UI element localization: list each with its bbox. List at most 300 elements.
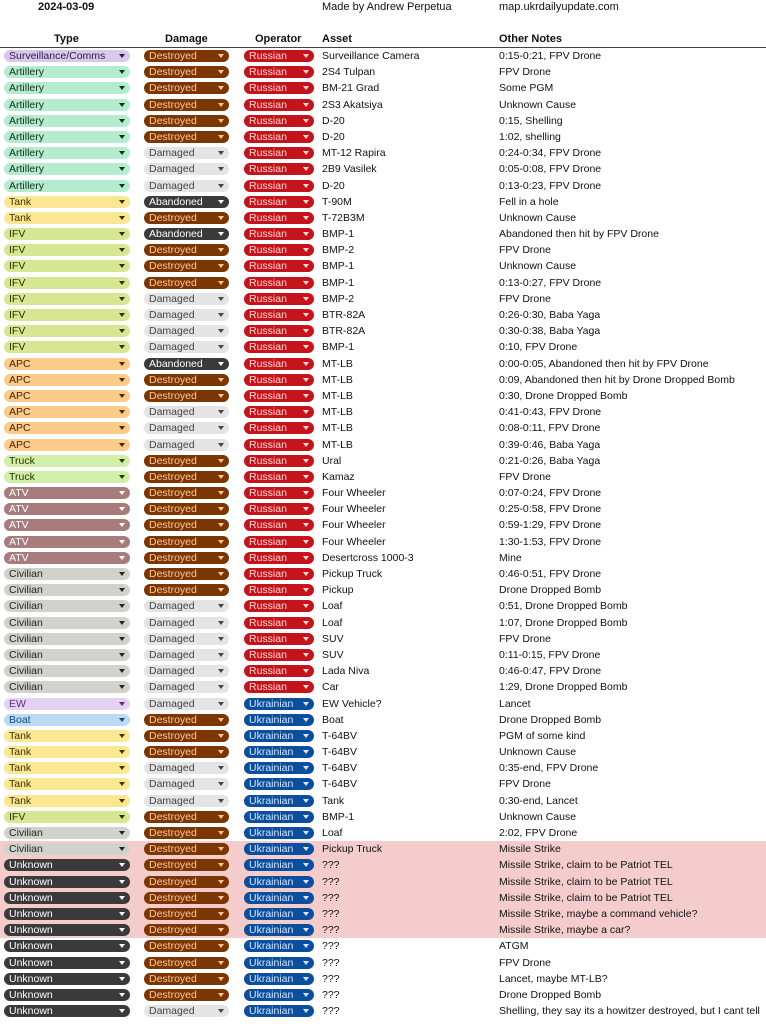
damage-dropdown[interactable]	[144, 358, 229, 370]
damage-dropdown[interactable]	[144, 277, 229, 289]
damage-dropdown[interactable]	[144, 568, 229, 580]
operator-dropdown-label: Ukrainian	[249, 940, 294, 953]
type-dropdown[interactable]	[4, 439, 130, 451]
type-dropdown[interactable]	[4, 649, 130, 661]
damage-dropdown[interactable]	[144, 617, 229, 629]
asset-cell: 2B9 Vasilek	[322, 163, 377, 176]
damage-dropdown[interactable]	[144, 66, 229, 78]
damage-dropdown[interactable]	[144, 212, 229, 224]
asset-cell: BMP-1	[322, 810, 355, 823]
operator-dropdown[interactable]	[244, 827, 314, 839]
operator-dropdown[interactable]	[244, 1005, 314, 1017]
type-dropdown[interactable]	[4, 325, 130, 337]
notes-cell: FPV Drone	[499, 632, 551, 645]
asset-cell: ???	[322, 972, 340, 985]
type-dropdown[interactable]	[4, 196, 130, 208]
damage-dropdown-label: Damaged	[149, 147, 195, 160]
damage-dropdown[interactable]	[144, 584, 229, 596]
damage-dropdown[interactable]	[144, 973, 229, 985]
operator-dropdown[interactable]	[244, 843, 314, 855]
dropdown-arrow-icon	[218, 410, 224, 414]
operator-dropdown-label: Russian	[249, 82, 287, 95]
operator-dropdown-label: Russian	[249, 147, 287, 160]
damage-dropdown[interactable]	[144, 244, 229, 256]
type-dropdown[interactable]	[4, 730, 130, 742]
type-dropdown[interactable]	[4, 455, 130, 467]
dropdown-arrow-icon	[218, 264, 224, 268]
type-dropdown[interactable]	[4, 536, 130, 548]
dropdown-arrow-icon	[119, 264, 125, 268]
type-dropdown[interactable]	[4, 82, 130, 94]
dropdown-arrow-icon	[119, 604, 125, 608]
dropdown-arrow-icon	[303, 556, 309, 560]
damage-dropdown[interactable]	[144, 633, 229, 645]
operator-dropdown[interactable]	[244, 147, 314, 159]
operator-dropdown[interactable]	[244, 228, 314, 240]
dropdown-arrow-icon	[119, 766, 125, 770]
type-dropdown[interactable]	[4, 892, 130, 904]
operator-dropdown[interactable]	[244, 212, 314, 224]
damage-dropdown-label: Destroyed	[149, 972, 197, 985]
type-dropdown-label: ATV	[9, 503, 29, 516]
type-dropdown-label: Unknown	[9, 891, 53, 904]
type-dropdown[interactable]	[4, 99, 130, 111]
type-dropdown[interactable]	[4, 503, 130, 515]
dropdown-arrow-icon	[119, 362, 125, 366]
damage-dropdown[interactable]	[144, 892, 229, 904]
type-dropdown[interactable]	[4, 908, 130, 920]
type-dropdown[interactable]	[4, 406, 130, 418]
damage-dropdown[interactable]	[144, 503, 229, 515]
table-row	[0, 841, 766, 857]
operator-dropdown[interactable]	[244, 940, 314, 952]
asset-cell: MT-LB	[322, 389, 353, 402]
type-dropdown[interactable]	[4, 115, 130, 127]
asset-cell: T-64BV	[322, 762, 358, 775]
damage-dropdown[interactable]	[144, 859, 229, 871]
operator-dropdown[interactable]	[244, 552, 314, 564]
type-dropdown[interactable]	[4, 131, 130, 143]
table-row	[0, 922, 766, 938]
damage-dropdown[interactable]	[144, 487, 229, 499]
type-dropdown[interactable]	[4, 795, 130, 807]
asset-cell: ???	[322, 875, 340, 888]
operator-dropdown[interactable]	[244, 293, 314, 305]
operator-dropdown[interactable]	[244, 439, 314, 451]
type-dropdown[interactable]	[4, 552, 130, 564]
type-dropdown[interactable]	[4, 859, 130, 871]
operator-dropdown[interactable]	[244, 778, 314, 790]
dropdown-arrow-icon	[303, 912, 309, 916]
damage-dropdown[interactable]	[144, 1005, 229, 1017]
damage-dropdown[interactable]	[144, 714, 229, 726]
damage-dropdown[interactable]	[144, 180, 229, 192]
type-dropdown[interactable]	[4, 843, 130, 855]
operator-dropdown[interactable]	[244, 973, 314, 985]
type-dropdown[interactable]	[4, 876, 130, 888]
damage-dropdown-label: Destroyed	[149, 568, 197, 580]
dropdown-arrow-icon	[303, 702, 309, 706]
damage-dropdown[interactable]	[144, 390, 229, 402]
dropdown-arrow-icon	[218, 928, 224, 932]
damage-dropdown[interactable]	[144, 341, 229, 353]
damage-dropdown-label: Damaged	[149, 325, 195, 338]
operator-dropdown[interactable]	[244, 66, 314, 78]
operator-dropdown[interactable]	[244, 244, 314, 256]
damage-dropdown[interactable]	[144, 471, 229, 483]
type-dropdown[interactable]	[4, 374, 130, 386]
operator-dropdown[interactable]	[244, 50, 314, 62]
operator-dropdown[interactable]	[244, 277, 314, 289]
type-dropdown[interactable]	[4, 358, 130, 370]
damage-dropdown-label: Destroyed	[149, 924, 197, 937]
damage-dropdown[interactable]	[144, 196, 229, 208]
type-dropdown[interactable]	[4, 940, 130, 952]
type-dropdown[interactable]	[4, 519, 130, 531]
dropdown-arrow-icon	[218, 880, 224, 884]
type-dropdown[interactable]	[4, 584, 130, 596]
damage-dropdown-label: Destroyed	[149, 244, 197, 257]
type-dropdown[interactable]	[4, 471, 130, 483]
operator-dropdown[interactable]	[244, 698, 314, 710]
damage-dropdown-label: Destroyed	[149, 389, 197, 402]
damage-dropdown[interactable]	[144, 795, 229, 807]
operator-dropdown[interactable]	[244, 714, 314, 726]
type-dropdown[interactable]	[4, 698, 130, 710]
operator-dropdown[interactable]	[244, 196, 314, 208]
type-dropdown[interactable]	[4, 827, 130, 839]
type-dropdown[interactable]	[4, 277, 130, 289]
operator-dropdown[interactable]	[244, 600, 314, 612]
damage-dropdown-label: Destroyed	[149, 82, 197, 95]
operator-dropdown[interactable]	[244, 568, 314, 580]
asset-cell: D-20	[322, 114, 345, 127]
damage-dropdown[interactable]	[144, 908, 229, 920]
type-dropdown[interactable]	[4, 147, 130, 159]
dropdown-arrow-icon	[303, 734, 309, 738]
dropdown-arrow-icon	[303, 572, 309, 576]
operator-dropdown[interactable]	[244, 957, 314, 969]
operator-dropdown[interactable]	[244, 519, 314, 531]
table-row	[0, 307, 766, 323]
notes-cell: Fell in a hole	[499, 195, 559, 208]
damage-dropdown[interactable]	[144, 536, 229, 548]
type-dropdown-label: Unknown	[9, 907, 53, 920]
asset-cell: Desertcross 1000-3	[322, 551, 414, 564]
operator-dropdown[interactable]	[244, 989, 314, 1001]
operator-dropdown[interactable]	[244, 681, 314, 693]
operator-dropdown[interactable]	[244, 762, 314, 774]
damage-dropdown[interactable]	[144, 293, 229, 305]
dropdown-arrow-icon	[303, 766, 309, 770]
damage-dropdown[interactable]	[144, 422, 229, 434]
operator-dropdown[interactable]	[244, 471, 314, 483]
operator-dropdown[interactable]	[244, 358, 314, 370]
type-dropdown[interactable]	[4, 309, 130, 321]
damage-dropdown[interactable]	[144, 519, 229, 531]
operator-dropdown[interactable]	[244, 795, 314, 807]
type-dropdown-label: IFV	[9, 276, 26, 289]
dropdown-arrow-icon	[303, 345, 309, 349]
notes-cell: 0:09, Abandoned then hit by Drone Dropped Bomb	[499, 373, 735, 386]
dropdown-arrow-icon	[303, 685, 309, 689]
operator-dropdown[interactable]	[244, 536, 314, 548]
dropdown-arrow-icon	[218, 815, 224, 819]
dropdown-arrow-icon	[303, 459, 309, 463]
type-dropdown[interactable]	[4, 617, 130, 629]
type-dropdown[interactable]	[4, 341, 130, 353]
notes-cell: FPV Drone	[499, 470, 551, 483]
dropdown-arrow-icon	[218, 426, 224, 430]
dropdown-arrow-icon	[303, 944, 309, 948]
operator-dropdown[interactable]	[244, 487, 314, 499]
operator-dropdown[interactable]	[244, 503, 314, 515]
damage-dropdown[interactable]	[144, 260, 229, 272]
damage-dropdown[interactable]	[144, 681, 229, 693]
operator-dropdown[interactable]	[244, 859, 314, 871]
operator-dropdown[interactable]	[244, 665, 314, 677]
damage-dropdown[interactable]	[144, 147, 229, 159]
type-dropdown[interactable]	[4, 244, 130, 256]
notes-cell: Unknown Cause	[499, 98, 577, 111]
type-dropdown[interactable]	[4, 260, 130, 272]
type-dropdown[interactable]	[4, 390, 130, 402]
report-date: 2024-03-09	[38, 1, 95, 13]
dropdown-arrow-icon	[218, 167, 224, 171]
damage-dropdown[interactable]	[144, 163, 229, 175]
operator-dropdown[interactable]	[244, 390, 314, 402]
dropdown-arrow-icon	[119, 475, 125, 479]
dropdown-arrow-icon	[119, 944, 125, 948]
type-dropdown[interactable]	[4, 778, 130, 790]
dropdown-arrow-icon	[303, 378, 309, 382]
damage-dropdown[interactable]	[144, 827, 229, 839]
type-dropdown[interactable]	[4, 762, 130, 774]
type-dropdown[interactable]	[4, 989, 130, 1001]
type-dropdown[interactable]	[4, 50, 130, 62]
type-dropdown[interactable]	[4, 66, 130, 78]
notes-cell: 0:30-0:38, Baba Yaga	[499, 325, 601, 338]
type-dropdown[interactable]	[4, 811, 130, 823]
type-dropdown[interactable]	[4, 568, 130, 580]
column-header-operator: Operator	[255, 33, 302, 45]
type-dropdown[interactable]	[4, 212, 130, 224]
notes-cell: Unknown Cause	[499, 211, 577, 224]
operator-dropdown[interactable]	[244, 180, 314, 192]
damage-dropdown[interactable]	[144, 730, 229, 742]
type-dropdown[interactable]	[4, 973, 130, 985]
damage-dropdown[interactable]	[144, 762, 229, 774]
dropdown-arrow-icon	[218, 184, 224, 188]
table-row	[0, 728, 766, 744]
damage-dropdown[interactable]	[144, 439, 229, 451]
table-row	[0, 793, 766, 809]
operator-dropdown[interactable]	[244, 455, 314, 467]
operator-dropdown[interactable]	[244, 260, 314, 272]
dropdown-arrow-icon	[218, 912, 224, 916]
damage-dropdown-label: Damaged	[149, 616, 195, 629]
dropdown-arrow-icon	[218, 378, 224, 382]
operator-dropdown-label: Ukrainian	[249, 762, 294, 775]
operator-dropdown[interactable]	[244, 746, 314, 758]
type-dropdown-label: Civilian	[9, 827, 43, 839]
damage-dropdown[interactable]	[144, 50, 229, 62]
type-dropdown-label: Truck	[9, 470, 35, 483]
type-dropdown-label: Civilian	[9, 665, 43, 678]
damage-dropdown-label: Destroyed	[149, 98, 197, 111]
operator-dropdown[interactable]	[244, 163, 314, 175]
dropdown-arrow-icon	[119, 151, 125, 155]
damage-dropdown[interactable]	[144, 115, 229, 127]
operator-dropdown-label: Russian	[249, 130, 287, 143]
damage-dropdown[interactable]	[144, 876, 229, 888]
damage-dropdown[interactable]	[144, 131, 229, 143]
type-dropdown-label: ATV	[9, 551, 29, 564]
operator-dropdown[interactable]	[244, 730, 314, 742]
damage-dropdown[interactable]	[144, 778, 229, 790]
damage-dropdown[interactable]	[144, 455, 229, 467]
dropdown-arrow-icon	[303, 54, 309, 58]
operator-dropdown[interactable]	[244, 131, 314, 143]
damage-dropdown[interactable]	[144, 989, 229, 1001]
operator-dropdown[interactable]	[244, 99, 314, 111]
type-dropdown-label: Truck	[9, 454, 35, 467]
damage-dropdown[interactable]	[144, 665, 229, 677]
damage-dropdown-label: Damaged	[149, 778, 195, 791]
notes-cell: 0:41-0:43, FPV Drone	[499, 406, 602, 419]
damage-dropdown[interactable]	[144, 811, 229, 823]
operator-dropdown[interactable]	[244, 115, 314, 127]
operator-dropdown[interactable]	[244, 309, 314, 321]
asset-cell: BTR-82A	[322, 325, 366, 338]
dropdown-arrow-icon	[218, 782, 224, 786]
damage-dropdown[interactable]	[144, 325, 229, 337]
damage-dropdown[interactable]	[144, 940, 229, 952]
operator-dropdown[interactable]	[244, 876, 314, 888]
type-dropdown-label: APC	[9, 373, 31, 386]
type-dropdown[interactable]	[4, 1005, 130, 1017]
dropdown-arrow-icon	[218, 362, 224, 366]
dropdown-arrow-icon	[218, 572, 224, 576]
notes-cell: Drone Dropped Bomb	[499, 988, 602, 1001]
operator-dropdown-label: Ukrainian	[249, 827, 294, 839]
notes-cell: Unknown Cause	[499, 260, 577, 273]
type-dropdown-label: Artillery	[9, 66, 45, 79]
dropdown-arrow-icon	[119, 782, 125, 786]
operator-dropdown[interactable]	[244, 633, 314, 645]
dropdown-arrow-icon	[119, 281, 125, 285]
operator-dropdown-label: Russian	[249, 422, 287, 435]
type-dropdown-label: Tank	[9, 762, 32, 775]
damage-dropdown[interactable]	[144, 924, 229, 936]
type-dropdown[interactable]	[4, 681, 130, 693]
type-dropdown[interactable]	[4, 665, 130, 677]
dropdown-arrow-icon	[119, 443, 125, 447]
operator-dropdown[interactable]	[244, 422, 314, 434]
type-dropdown-label: Unknown	[9, 924, 53, 937]
dropdown-arrow-icon	[303, 410, 309, 414]
type-dropdown-label: Civilian	[9, 648, 43, 661]
damage-dropdown-label: Damaged	[149, 794, 195, 807]
type-dropdown[interactable]	[4, 228, 130, 240]
damage-dropdown[interactable]	[144, 374, 229, 386]
dropdown-arrow-icon	[119, 103, 125, 107]
operator-dropdown[interactable]	[244, 406, 314, 418]
damage-dropdown[interactable]	[144, 82, 229, 94]
operator-dropdown[interactable]	[244, 649, 314, 661]
operator-dropdown[interactable]	[244, 924, 314, 936]
damage-dropdown-label: Abandoned	[149, 357, 203, 370]
damage-dropdown[interactable]	[144, 406, 229, 418]
damage-dropdown-label: Destroyed	[149, 211, 197, 224]
damage-dropdown[interactable]	[144, 309, 229, 321]
type-dropdown[interactable]	[4, 487, 130, 499]
damage-dropdown[interactable]	[144, 228, 229, 240]
table-row	[0, 631, 766, 647]
type-dropdown[interactable]	[4, 422, 130, 434]
type-dropdown[interactable]	[4, 633, 130, 645]
operator-dropdown[interactable]	[244, 892, 314, 904]
type-dropdown-label: Artillery	[9, 82, 45, 95]
type-dropdown[interactable]	[4, 746, 130, 758]
damage-dropdown-label: Destroyed	[149, 260, 197, 273]
table-row	[0, 129, 766, 145]
type-dropdown[interactable]	[4, 180, 130, 192]
damage-dropdown[interactable]	[144, 957, 229, 969]
operator-dropdown[interactable]	[244, 811, 314, 823]
type-dropdown[interactable]	[4, 714, 130, 726]
type-dropdown-label: IFV	[9, 228, 26, 241]
damage-dropdown[interactable]	[144, 698, 229, 710]
column-header-row	[0, 32, 766, 48]
operator-dropdown-label: Russian	[249, 616, 287, 629]
damage-dropdown[interactable]	[144, 99, 229, 111]
table-row	[0, 485, 766, 501]
operator-dropdown[interactable]	[244, 341, 314, 353]
damage-dropdown[interactable]	[144, 600, 229, 612]
operator-dropdown-label: Russian	[249, 535, 287, 548]
operator-dropdown[interactable]	[244, 617, 314, 629]
type-dropdown[interactable]	[4, 924, 130, 936]
dropdown-arrow-icon	[303, 200, 309, 204]
damage-dropdown-label: Destroyed	[149, 907, 197, 920]
type-dropdown[interactable]	[4, 957, 130, 969]
damage-dropdown[interactable]	[144, 843, 229, 855]
operator-dropdown[interactable]	[244, 908, 314, 920]
operator-dropdown[interactable]	[244, 374, 314, 386]
type-dropdown[interactable]	[4, 600, 130, 612]
operator-dropdown[interactable]	[244, 325, 314, 337]
damage-dropdown[interactable]	[144, 649, 229, 661]
operator-dropdown[interactable]	[244, 584, 314, 596]
type-dropdown[interactable]	[4, 293, 130, 305]
damage-dropdown-label: Destroyed	[149, 729, 197, 742]
table-row	[0, 987, 766, 1003]
dropdown-arrow-icon	[119, 961, 125, 965]
asset-cell: Pickup	[322, 584, 354, 597]
dropdown-arrow-icon	[119, 86, 125, 90]
dropdown-arrow-icon	[303, 151, 309, 155]
type-dropdown[interactable]	[4, 163, 130, 175]
damage-dropdown[interactable]	[144, 552, 229, 564]
damage-dropdown[interactable]	[144, 746, 229, 758]
operator-dropdown[interactable]	[244, 82, 314, 94]
operator-dropdown-label: Russian	[249, 648, 287, 661]
type-dropdown-label: Tank	[9, 778, 32, 791]
dropdown-arrow-icon	[218, 961, 224, 965]
operator-dropdown-label: Russian	[249, 325, 287, 338]
notes-cell: 0:00-0:05, Abandoned then hit by FPV Drone	[499, 357, 709, 370]
